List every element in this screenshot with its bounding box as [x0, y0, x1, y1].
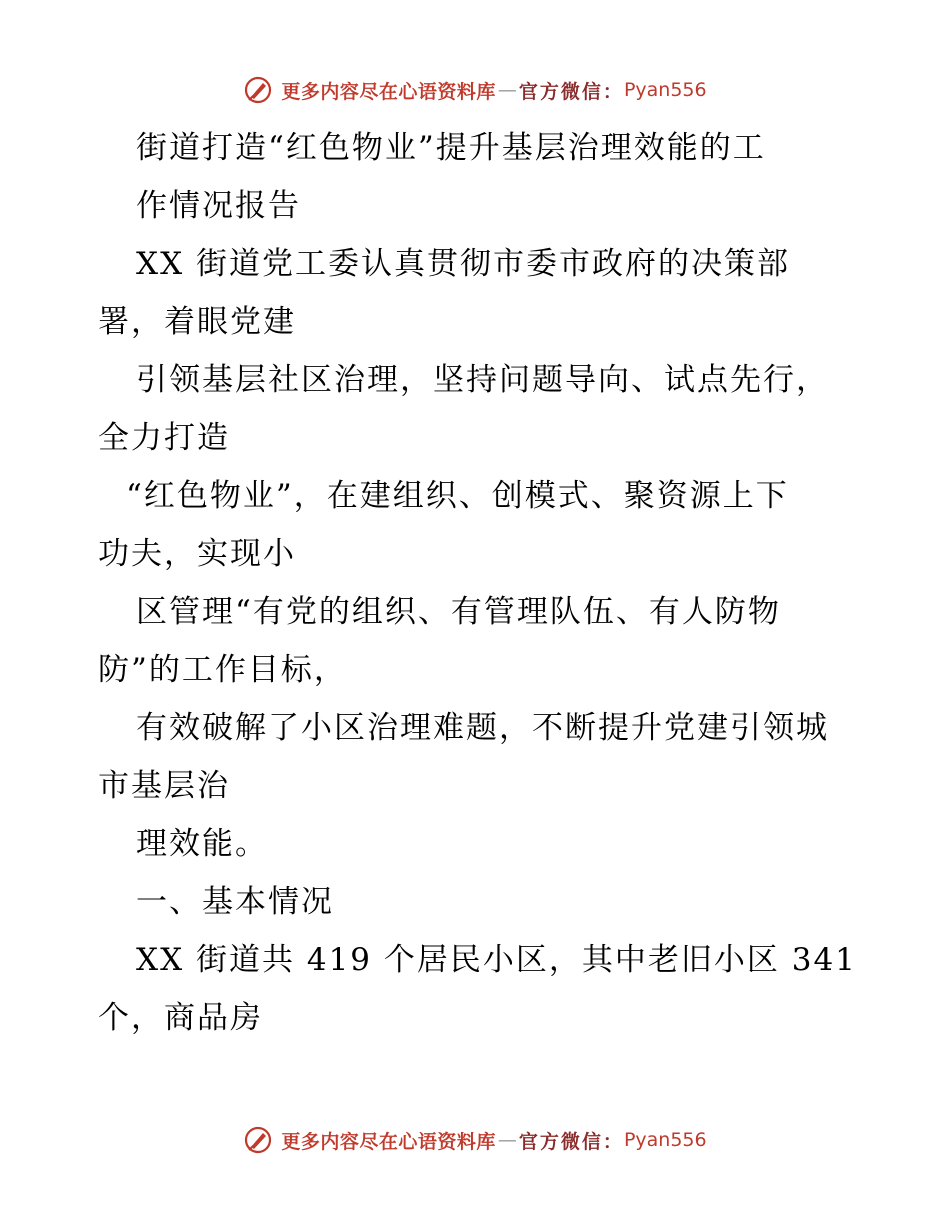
paragraph-line: XX 街道党工委认真贯彻市委市政府的决策部	[136, 246, 790, 282]
watermark-label: 官方微信：	[518, 1130, 624, 1153]
quill-logo-icon	[243, 1125, 273, 1155]
watermark-dash: —	[497, 1129, 517, 1151]
paragraph-line: 署，着眼党建	[98, 304, 296, 340]
paragraph-line: 理效能。	[136, 826, 268, 862]
watermark-wechat-id: Pyan556	[623, 79, 707, 101]
watermark-label: 官方微信：	[518, 80, 624, 103]
watermark-brand: 更多内容尽在心语资料库	[281, 80, 496, 103]
paragraph-line: 市基层治	[98, 768, 230, 804]
paragraph-line: XX 街道共 419 个居民小区，其中老旧小区 341	[136, 942, 857, 978]
header-watermark	[0, 70, 950, 110]
watermark-brand: 更多内容尽在心语资料库	[281, 1130, 496, 1153]
footer-watermark	[0, 1120, 950, 1160]
document-title-line-1: 街道打造“红色物业”提升基层治理效能的工	[136, 130, 766, 166]
watermark-wechat-id: Pyan556	[623, 1129, 707, 1151]
watermark-dash: —	[497, 79, 517, 101]
paragraph-line: 有效破解了小区治理难题，不断提升党建引领城	[136, 710, 829, 746]
paragraph-line: 引领基层社区治理，坚持问题导向、试点先行，	[136, 362, 829, 398]
paragraph-line: 防”的工作目标，	[98, 652, 347, 688]
paragraph-line: 功夫，实现小	[98, 536, 296, 572]
document-title-line-2: 作情况报告	[136, 188, 301, 224]
section-heading: 一、基本情况	[136, 884, 334, 920]
paragraph-line: 全力打造	[98, 420, 230, 456]
paragraph-line: 区管理“有党的组织、有管理队伍、有人防物	[136, 594, 781, 630]
paragraph-line: 个，商品房	[98, 1000, 263, 1036]
quill-logo-icon	[243, 75, 273, 105]
paragraph-line: “红色物业”，在建组织、创模式、聚资源上下	[126, 478, 789, 514]
